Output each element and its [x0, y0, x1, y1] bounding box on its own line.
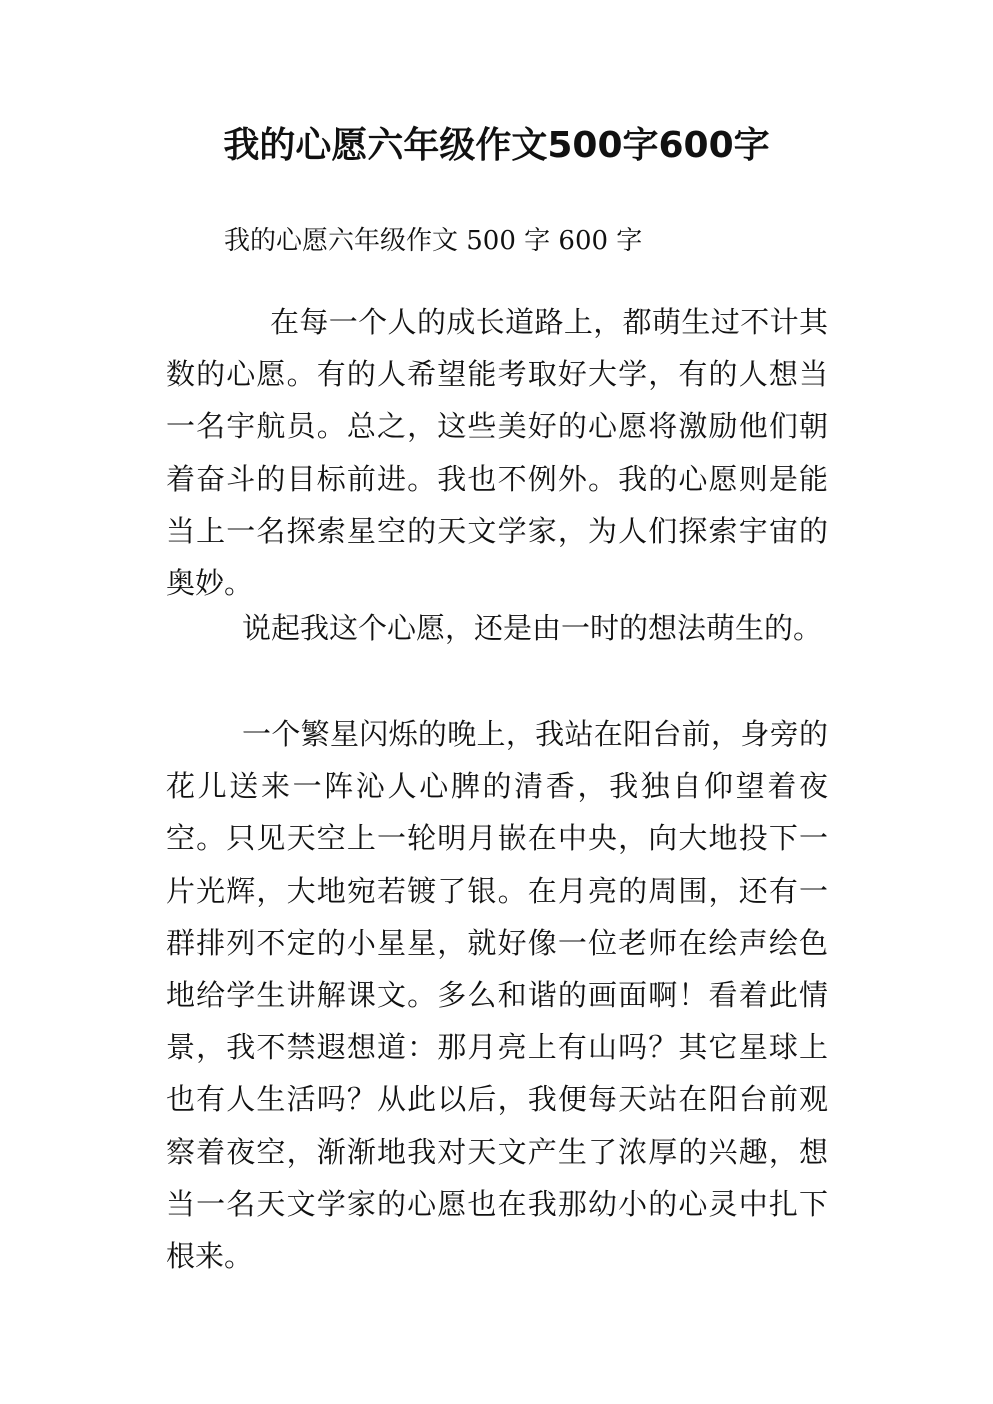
- document-subtitle: 我的心愿六年级作文 500 字 600 字: [224, 226, 643, 256]
- paragraph-2: 说起我这个心愿，还是由一时的想法萌生的。: [242, 611, 823, 645]
- paragraph-1: 在每一个人的成长道路上，都萌生过不计其数的心愿。有的人希望能考取好大学，有的人想当一名宇航员。总之，这些美好的心愿将激励他们朝着奋斗的目标前进。我也不例外。我的心愿则是能当上一名探索星空的天文学家，为人们探索宇宙的奥妙。: [166, 305, 828, 601]
- paragraph-3: 一个繁星闪烁的晚上，我站在阳台前，身旁的花儿送来一阵沁人心脾的清香，我独自仰望着夜空。只见天空上一轮明月嵌在中央，向大地投下一片光辉，大地宛若镀了银。在月亮的周围，还有一群排列不定的小星星，就好像一位老师在绘声绘色地给学生讲解课文。多么和谐的画面啊！看着此情景，我不禁遐想道：那月亮上有山吗？其它星球上也有人生活吗？从此以后，我便每天站在阳台前观察着夜空，渐渐地我对天文产生了浓厚的兴趣，想当一名天文学家的心愿也在我那幼小的心灵中扎下根来。: [166, 717, 828, 1274]
- document-title: 我的心愿六年级作文500字600字: [223, 125, 770, 166]
